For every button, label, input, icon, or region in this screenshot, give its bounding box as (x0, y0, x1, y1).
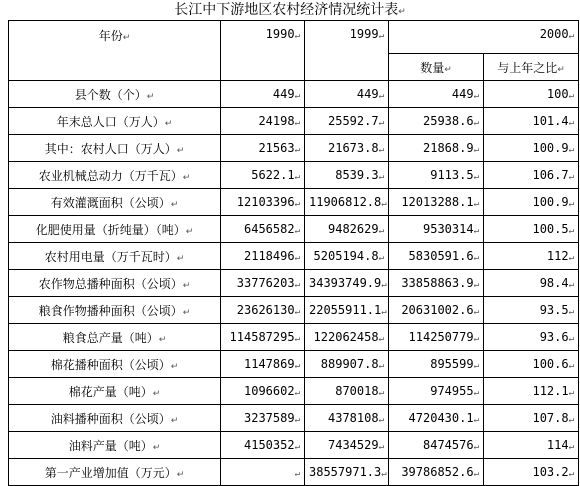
cell-2000-ratio (484, 405, 579, 432)
cell-1999 (305, 243, 389, 270)
cell-2000-ratio (484, 351, 579, 378)
cell-1990-value: 4150352 (244, 438, 295, 452)
cell-2000-ratio-value: 100.5 (532, 222, 569, 236)
row-label (9, 459, 221, 486)
paragraph-mark: ↵ (294, 280, 300, 290)
paragraph-mark: ↵ (568, 388, 575, 398)
cell-2000-ratio-value: 101.4 (532, 114, 569, 128)
cell-2000-quantity-value: 12013288.1 (401, 195, 474, 209)
paragraph-mark: ↵ (568, 253, 575, 263)
cell-2000-ratio-value: 100.9 (532, 141, 569, 155)
cell-2000-ratio-value: 103.2 (532, 465, 569, 479)
cell-1990-value: 24198 (258, 114, 295, 128)
paragraph-mark: ↵ (378, 334, 384, 344)
header-ratio: 与上年之比↵ (484, 54, 579, 81)
paragraph-mark: ↵ (294, 442, 300, 452)
paragraph-mark: ↵ (294, 388, 300, 398)
cell-2000-quantity (389, 108, 484, 135)
cell-2000-ratio (484, 162, 579, 189)
table-row (9, 432, 579, 459)
paragraph-mark: ↵ (378, 253, 384, 263)
cell-2000-quantity-value: 8474576 (423, 438, 474, 452)
cell-2000-ratio (484, 378, 579, 405)
paragraph-mark: ↵ (294, 226, 300, 236)
cell-1990 (221, 432, 305, 459)
paragraph-mark: ↵ (473, 145, 479, 155)
header-quantity: 数量↵ (389, 54, 484, 81)
paragraph-mark: ↵ (294, 172, 300, 182)
paragraph-mark: ↵ (294, 145, 300, 155)
cell-2000-quantity (389, 459, 484, 486)
row-label (9, 378, 221, 405)
paragraph-mark: ↵ (568, 199, 575, 209)
row-label (9, 243, 221, 270)
row-label (9, 108, 221, 135)
paragraph-mark: ↵ (170, 199, 179, 210)
cell-2000-quantity (389, 81, 484, 108)
cell-2000-ratio (484, 459, 579, 486)
cell-1999 (305, 135, 389, 162)
cell-1999-value: 22055911.1 (309, 303, 382, 317)
table-row (9, 162, 579, 189)
cell-1990 (221, 162, 305, 189)
table-row (9, 351, 579, 378)
cell-2000-quantity (389, 162, 484, 189)
cell-1999 (305, 432, 389, 459)
cell-2000-ratio-value: 112 (546, 249, 569, 263)
cell-2000-quantity-value: 5830591.6 (408, 249, 474, 263)
paragraph-mark: ↵ (381, 199, 387, 209)
row-label (9, 432, 221, 459)
cell-1999 (305, 189, 389, 216)
row-label-value: 农作物总播种面积（公顷） (38, 276, 183, 291)
cell-2000-ratio (484, 216, 579, 243)
paragraph-mark: ↵ (568, 307, 575, 317)
row-label (9, 216, 221, 243)
cell-1999 (305, 459, 389, 486)
paragraph-mark: ↵ (568, 280, 575, 290)
paragraph-mark: ↵ (294, 253, 300, 263)
table-row (9, 135, 579, 162)
cell-1999-value: 8539.3 (335, 168, 379, 182)
cell-2000-quantity (389, 270, 484, 297)
cell-2000-ratio (484, 189, 579, 216)
paragraph-mark: ↵ (182, 307, 191, 318)
paragraph-mark: ↵ (568, 145, 575, 155)
paragraph-mark: ↵ (568, 91, 575, 101)
paragraph-mark: ↵ (473, 388, 479, 398)
row-label (9, 405, 221, 432)
row-label-value: 第一产业增加值（万元） (44, 465, 177, 480)
cell-1990-value: 1147869 (244, 357, 295, 371)
header-row-years (9, 21, 579, 54)
cell-1990 (221, 324, 305, 351)
cell-2000-ratio-value: 93.5 (539, 303, 569, 317)
cell-1990 (221, 459, 305, 486)
cell-1999-value: 122062458 (313, 330, 379, 344)
cell-2000-ratio-value: 100.9 (532, 195, 569, 209)
paragraph-mark: ↵ (294, 91, 300, 101)
cell-1999-value: 21673.8 (328, 141, 379, 155)
cell-1990 (221, 81, 305, 108)
paragraph-mark: ↵ (473, 469, 479, 479)
row-label-value: 油料播种面积（公顷） (50, 411, 171, 426)
header-year-2000: 2000↵ (389, 21, 579, 54)
cell-1999-value: 889907.8 (320, 357, 379, 371)
cell-1990-value: 21563 (258, 141, 295, 155)
paragraph-mark: ↵ (473, 253, 479, 263)
cell-2000-ratio-value: 112.1 (532, 384, 569, 398)
paragraph-mark: ↵ (473, 118, 479, 128)
table-row (9, 405, 579, 432)
row-label-value: 农业机械总动力（万千瓦） (38, 168, 183, 183)
row-label-value: 棉花产量（吨） (68, 384, 153, 399)
row-label (9, 297, 221, 324)
cell-1990 (221, 108, 305, 135)
paragraph-mark: ↵ (378, 415, 384, 425)
cell-2000-ratio-value: 100 (546, 87, 569, 101)
cell-1999-value: 449 (356, 87, 379, 101)
cell-2000-quantity (389, 297, 484, 324)
cell-1990-value: 23626130 (236, 303, 295, 317)
cell-1990 (221, 135, 305, 162)
table-row (9, 108, 579, 135)
cell-2000-ratio (484, 243, 579, 270)
paragraph-mark: ↵ (170, 361, 179, 372)
paragraph-mark: ↵ (170, 415, 179, 426)
cell-2000-ratio-value: 100.6 (532, 357, 569, 371)
cell-2000-quantity-value: 4720430.1 (408, 411, 474, 425)
paragraph-mark: ↵ (146, 91, 155, 102)
table-row (9, 297, 579, 324)
row-label-value: 有效灌溉面积（公顷） (50, 195, 171, 210)
cell-1999-value: 7434529 (328, 438, 379, 452)
cell-1990-value: 2118496 (244, 249, 295, 263)
paragraph-mark: ↵ (381, 307, 387, 317)
cell-1999 (305, 405, 389, 432)
cell-1990 (221, 405, 305, 432)
paragraph-mark: ↵ (473, 334, 479, 344)
cell-2000-quantity-value: 114250779 (408, 330, 474, 344)
paragraph-mark: ↵ (294, 361, 300, 371)
cell-1999-value: 38557971.3 (309, 465, 382, 479)
table-row (9, 243, 579, 270)
cell-1990 (221, 351, 305, 378)
cell-1990-value: 33776203 (236, 276, 295, 290)
row-label-value: 粮食作物播种面积（公顷） (38, 303, 183, 318)
cell-2000-ratio-value: 106.7 (532, 168, 569, 182)
cell-2000-quantity-value: 974955 (430, 384, 474, 398)
paragraph-mark: ↵ (473, 442, 479, 452)
cell-2000-quantity-value: 20631002.6 (401, 303, 474, 317)
row-label (9, 135, 221, 162)
row-label (9, 270, 221, 297)
cell-2000-quantity-value: 895599 (430, 357, 474, 371)
paragraph-mark: ↵ (473, 172, 479, 182)
cell-2000-ratio (484, 297, 579, 324)
cell-1999-value: 5205194.8 (313, 249, 379, 263)
cell-1990-value: 12103396 (236, 195, 295, 209)
row-label-value: 化肥使用量（折纯量）（吨） (35, 222, 186, 237)
cell-1990 (221, 189, 305, 216)
paragraph-mark: ↵ (294, 307, 300, 317)
cell-1990 (221, 378, 305, 405)
table-row (9, 189, 579, 216)
cell-2000-quantity-value: 33858863.9 (401, 276, 474, 290)
row-label (9, 324, 221, 351)
paragraph-mark: ↵ (294, 334, 300, 344)
paragraph-mark: ↵ (381, 280, 387, 290)
cell-2000-ratio-value: 107.8 (532, 411, 569, 425)
table-row (9, 81, 579, 108)
paragraph-mark: ↵ (176, 253, 185, 264)
table-row (9, 270, 579, 297)
cell-2000-ratio (484, 324, 579, 351)
cell-2000-ratio (484, 270, 579, 297)
paragraph-mark: ↵ (473, 307, 479, 317)
table-row (9, 459, 579, 486)
cell-1999 (305, 270, 389, 297)
cell-1990-value: 114587295 (229, 330, 295, 344)
cell-2000-ratio (484, 135, 579, 162)
paragraph-mark: ↵ (473, 91, 479, 101)
cell-1990-value: 3237589 (244, 411, 295, 425)
cell-1999-value: 25592.7 (328, 114, 379, 128)
cell-2000-quantity (389, 216, 484, 243)
cell-2000-quantity (389, 351, 484, 378)
paragraph-mark: ↵ (158, 334, 167, 345)
paragraph-mark: ↵ (182, 172, 191, 183)
cell-1999 (305, 297, 389, 324)
cell-1999-value: 9482629 (328, 222, 379, 236)
cell-2000-ratio (484, 81, 579, 108)
cell-2000-quantity (389, 432, 484, 459)
cell-1999 (305, 351, 389, 378)
cell-2000-quantity (389, 243, 484, 270)
paragraph-mark: ↵ (568, 118, 575, 128)
cell-1999 (305, 162, 389, 189)
header-year-1990: 1990↵ (221, 21, 305, 81)
row-label-value: 粮食总产量（吨） (62, 330, 159, 345)
paragraph-mark: ↵ (152, 442, 161, 453)
cell-1999 (305, 216, 389, 243)
cell-1990-value: 6456582 (244, 222, 295, 236)
paragraph-mark: ↵ (568, 172, 575, 182)
table-row (9, 324, 579, 351)
row-label (9, 162, 221, 189)
paragraph-mark: ↵ (473, 415, 479, 425)
cell-1999 (305, 378, 389, 405)
paragraph-mark: ↵ (378, 388, 384, 398)
cell-2000-quantity (389, 378, 484, 405)
paragraph-mark: ↵ (378, 118, 384, 128)
cell-2000-quantity-value: 21868.9 (423, 141, 474, 155)
cell-1999 (305, 324, 389, 351)
paragraph-mark: ↵ (381, 469, 387, 479)
paragraph-mark: ↵ (294, 469, 300, 479)
paragraph-mark: ↵ (378, 361, 384, 371)
cell-1999-value: 4378108 (328, 411, 379, 425)
cell-1990-value: 5622.1 (251, 168, 295, 182)
paragraph-mark: ↵ (473, 226, 479, 236)
cell-1999-value: 34393749.9 (309, 276, 382, 290)
paragraph-mark: ↵ (152, 388, 161, 399)
row-label-value: 棉花播种面积（公顷） (50, 357, 171, 372)
paragraph-mark: ↵ (294, 199, 300, 209)
paragraph-mark: ↵ (568, 361, 575, 371)
row-label-value: 县个数（个） (74, 87, 147, 102)
row-label (9, 81, 221, 108)
paragraph-mark: ↵ (473, 280, 479, 290)
paragraph-mark: ↵ (568, 415, 575, 425)
cell-2000-ratio-value: 114 (546, 438, 569, 452)
paragraph-mark: ↵ (378, 145, 384, 155)
paragraph-mark: ↵ (568, 442, 575, 452)
paragraph-mark: ↵ (164, 118, 173, 129)
paragraph-mark: ↵ (378, 91, 384, 101)
cell-2000-ratio (484, 432, 579, 459)
cell-2000-quantity-value: 39786852.6 (401, 465, 474, 479)
cell-1990 (221, 216, 305, 243)
table-title: 长江中下游地区农村经济情况统计表↵ (174, 2, 406, 18)
row-label (9, 351, 221, 378)
table-row (9, 378, 579, 405)
row-label-value: 其中：农村人口（万人） (44, 141, 177, 156)
statistics-table (8, 20, 579, 486)
cell-1999-value: 11906812.8 (309, 195, 382, 209)
paragraph-mark: ↵ (185, 226, 194, 237)
paragraph-mark: ↵ (568, 334, 575, 344)
cell-2000-quantity-value: 25938.6 (423, 114, 474, 128)
header-item-label: 年份↵ (9, 21, 221, 81)
paragraph-mark: ↵ (378, 172, 384, 182)
cell-1990 (221, 243, 305, 270)
cell-2000-ratio (484, 108, 579, 135)
paragraph-mark: ↵ (473, 361, 479, 371)
paragraph-mark: ↵ (176, 469, 185, 480)
cell-1999-value: 870018 (335, 384, 379, 398)
row-label-value: 油料产量（吨） (68, 438, 153, 453)
header-year-1999: 1999↵ (305, 21, 389, 81)
table-row (9, 216, 579, 243)
cell-1990 (221, 270, 305, 297)
cell-1990 (221, 297, 305, 324)
row-label (9, 189, 221, 216)
paragraph-mark: ↵ (568, 226, 575, 236)
cell-1990-value: 1096602 (244, 384, 295, 398)
cell-2000-quantity (389, 405, 484, 432)
row-label-value: 农村用电量（万千瓦时） (44, 249, 177, 264)
paragraph-mark: ↵ (378, 442, 384, 452)
cell-1990-value: 449 (272, 87, 295, 101)
paragraph-mark: ↵ (182, 280, 191, 291)
cell-2000-quantity (389, 324, 484, 351)
cell-2000-ratio-value: 93.6 (539, 330, 569, 344)
paragraph-mark: ↵ (294, 118, 300, 128)
cell-2000-quantity (389, 135, 484, 162)
cell-2000-quantity-value: 449 (451, 87, 474, 101)
paragraph-mark: ↵ (294, 415, 300, 425)
paragraph-mark: ↵ (568, 469, 575, 479)
paragraph-mark: ↵ (473, 199, 479, 209)
cell-2000-ratio-value: 98.4 (539, 276, 569, 290)
cell-2000-quantity (389, 189, 484, 216)
cell-1999 (305, 108, 389, 135)
paragraph-mark: ↵ (176, 145, 185, 156)
cell-2000-quantity-value: 9113.5 (430, 168, 474, 182)
cell-1999 (305, 81, 389, 108)
cell-2000-quantity-value: 9530314 (423, 222, 474, 236)
paragraph-mark: ↵ (378, 226, 384, 236)
row-label-value: 年末总人口（万人） (56, 114, 165, 129)
